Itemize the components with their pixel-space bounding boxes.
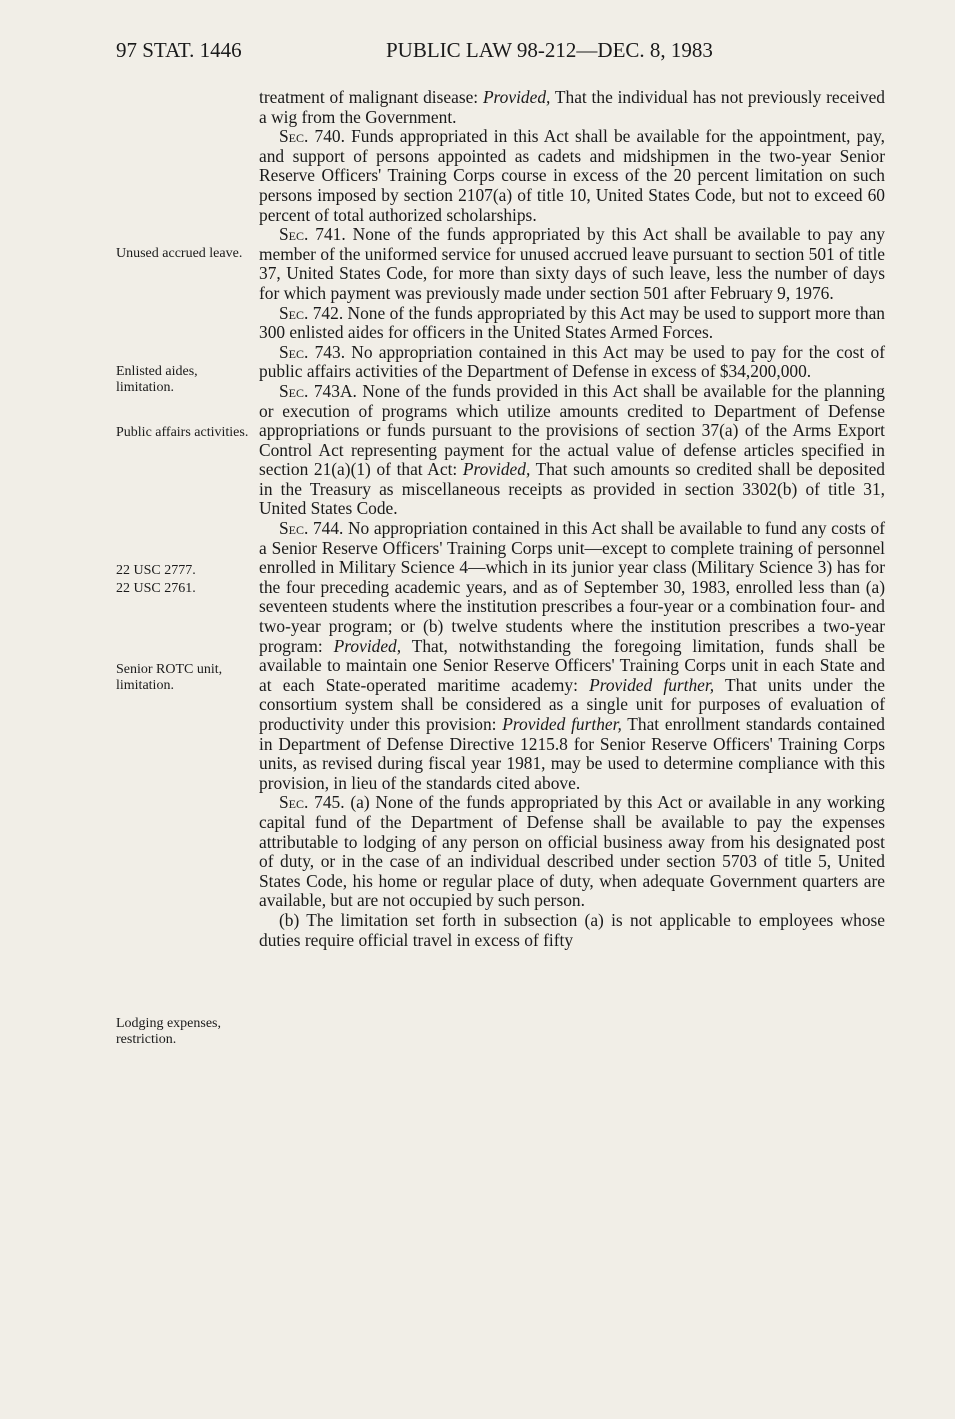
margin-note-senior-rotc: Senior ROTC unit, limitation. bbox=[116, 662, 223, 693]
margin-note-enlisted-aides: Enlisted aides, limitation. bbox=[116, 364, 198, 395]
margin-note-lodging: Lodging expenses, restriction. bbox=[116, 1016, 221, 1047]
margin-note-public-affairs: Public affairs activities. bbox=[116, 425, 249, 440]
section-744: Sec. 744. No appropriation contained in this Act shall be available to fund any costs of a Senior Reserve Officers' Training Corps unit—except to complete training of personnel enrolled in Military Science 4—which in its junior year class (Military Science 3) has for the four preceding academic years, and as of September 30, 1983, enrolled less than (a) seventeen students where the institution prescribes a four-year or a combination four- and two-year program; or (b) twelve students where the institution prescribes a two-year program: Provided, That, notwithstanding the foregoing limitation, funds shall be available to maintain one Senior Reserve Officers' Training Corps unit in each State and at each State-operated maritime academy: Provided further, That units under the consortium system shall be considered as a single unit for purposes of evaluation of productivity under this provision: Provided further, That enrollment standards contained in Department of Defense Directive 1215.8 for Senior Reserve Officers' Training Corps units, as revised during fiscal year 1981, may be used to determine compliance with this provision, in lieu of the standards cited above. bbox=[259, 518, 886, 793]
section-743a: Sec. 743A. None of the funds provided in this Act shall be available for the planning or execution of programs which utilize amounts credited to Department of Defense appropriations or funds pursuant to the provisions of section 37(a) of the Arms Export Control Act representing payment for the actual value of defense articles specified in section 21(a)(1) of that Act: Provided, That such amounts so credited shall be deposited in the Treasury as miscellaneous receipts as provided in section 3302(b) of title 31, United States Code. bbox=[259, 380, 885, 519]
margin-note-usc-2777: 22 USC 2777. bbox=[116, 563, 196, 578]
margin-note-usc-2761: 22 USC 2761. bbox=[116, 581, 196, 596]
section-740: Sec. 740. Funds appropriated in this Act shall be available for the appointment, pay, and support of persons appointed as cadets and midshipmen in the two-year Senior Reserve Officers' Training Corps course in excess of the 20 percent limitation on such persons imposed by section 2107(a) of title 10, United States Code, but not to exceed 60 percent of total authorized scholarships. bbox=[259, 126, 885, 225]
section-745-a: Sec. 745. (a) None of the funds appropriated by this Act or available in any working capital fund of the Department of Defense shall be available to pay the expenses attributable to lodging of any person on official business away from his designated post of duty, or in the case of an individual described under section 5703 of title 5, United States Code, his home or regular place of duty, when adequate Government quarters are available, but are not occupied by such person. bbox=[259, 792, 885, 911]
page-header bbox=[116, 38, 886, 68]
section-745-b: (b) The limitation set forth in subsection (a) is not applicable to employees whose duties require official travel in excess of fifty bbox=[259, 909, 885, 950]
section-741: Sec. 741. None of the funds appropriated by this Act shall be available to pay any member of the uniformed service for unused accrued leave pursuant to section 501 of title 37, United States Code, for more than sixty days of such leave, less the number of days for which payment was previously made under section 501 after February 9, 1976. bbox=[259, 224, 885, 303]
section-743: Sec. 743. No appropriation contained in this Act may be used to pay for the cost of public affairs activities of the Department of Defense in excess of $34,200,000. bbox=[259, 341, 885, 382]
statute-text bbox=[259, 88, 885, 950]
section-742: Sec. 742. None of the funds appropriated by this Act may be used to support more than 300 enlisted aides for officers in the United States Armed Forces. bbox=[259, 302, 885, 343]
statute-page-number: 97 STAT. 1446 bbox=[116, 38, 242, 62]
margin-note-unused-leave: Unused accrued leave. bbox=[116, 246, 243, 261]
public-law-title: PUBLIC LAW 98-212—DEC. 8, 1983 bbox=[386, 38, 713, 62]
paragraph-wig: treatment of malignant disease: Provided, That the individual has not previously received a wig from the Government. bbox=[259, 87, 885, 127]
